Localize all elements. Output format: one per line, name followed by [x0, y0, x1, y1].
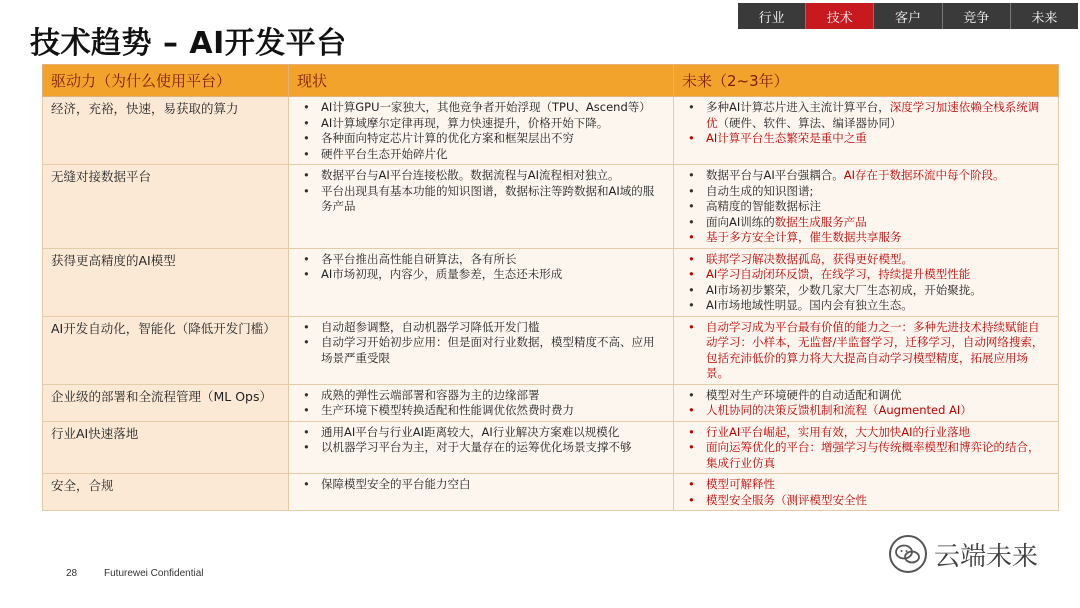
list-item: • AI计算域摩尔定律再现，算力快速提升，价格开始下降。 [297, 116, 665, 132]
highlight-text: AI学习自动闭环反馈，在线学习， [706, 267, 879, 281]
current-cell [289, 248, 674, 316]
highlight-text: 面向运筹优化的平台 [706, 440, 810, 454]
tab-competition[interactable]: 竞争 [942, 3, 1010, 29]
wechat-icon [888, 534, 928, 574]
future-list [682, 425, 1050, 472]
body-text: ：增强学习与传统概率模型和博弈论的结合，集成行业仿真 [706, 440, 1040, 470]
list-item: • 保障模型安全的平台能力空白 [297, 477, 665, 493]
highlight-text: 深度学习加速依赖全栈系统调优 [706, 100, 1040, 130]
tab-industry[interactable]: 行业 [738, 3, 805, 29]
list-item: • AI计算GPU一家独大，其他竞争者开始浮现（TPU、Ascend等） [297, 100, 665, 116]
future-list [682, 320, 1050, 382]
body-text: AI市场地域性明显。国内会有独立生态。 [706, 298, 913, 312]
table-row [43, 248, 1059, 316]
driver-cell: 企业级的部署和全流程管理（ML Ops） [43, 384, 289, 421]
list-item [682, 184, 1050, 200]
body-text: 数据平台与AI平台强耦合。 [706, 168, 844, 182]
current-list [297, 477, 665, 493]
header-current: 现状 [289, 65, 674, 97]
current-list [297, 168, 665, 215]
table-row [43, 421, 1059, 474]
future-cell [674, 165, 1059, 249]
confidential-label: Futurewei Confidential [104, 568, 204, 579]
future-cell [674, 316, 1059, 384]
current-list [297, 100, 665, 162]
driver-cell: 行业AI快速落地 [43, 421, 289, 474]
driver-cell: 无缝对接数据平台 [43, 165, 289, 249]
table-row [43, 384, 1059, 421]
list-item: • 生产环境下模型转换适配和性能调优依然费时费力 [297, 403, 665, 419]
list-item [682, 131, 1050, 147]
current-cell [289, 97, 674, 165]
list-item [682, 168, 1050, 184]
driver-cell: 经济，充裕，快速，易获取的算力 [43, 97, 289, 165]
current-cell [289, 384, 674, 421]
list-item: • AI市场初现，内容少，质量参差，生态还未形成 [297, 267, 665, 283]
body-text: 持续提升模型性能 [878, 267, 971, 281]
body-text: 模型对生产环境硬件的自动适配和调优 [706, 387, 902, 402]
list-item: • 数据平台与AI平台连接松散。数据流程与AI流程相对独立。 [297, 168, 665, 184]
current-cell [289, 316, 674, 384]
list-item [682, 267, 1050, 283]
table-row [43, 97, 1059, 165]
highlight-text: 数据生成服务产品 [774, 214, 867, 229]
list-item: • 各平台推出高性能自研算法，各有所长 [297, 252, 665, 268]
list-item [682, 199, 1050, 215]
driver-cell: 获得更高精度的AI模型 [43, 248, 289, 316]
table-row [43, 474, 1059, 511]
future-list [682, 252, 1050, 314]
list-item [682, 440, 1050, 471]
future-cell [674, 248, 1059, 316]
list-item: • 通用AI平台与行业AI距离较大，AI行业解决方案难以规模化 [297, 425, 665, 441]
body-text: 自动生成的知识图谱; [706, 183, 814, 198]
section-tabs [738, 3, 1078, 29]
future-list [682, 100, 1050, 147]
future-list [682, 168, 1050, 246]
list-item: • 自动超参调整，自动机器学习降低开发门槛 [297, 320, 665, 336]
list-item: • 自动学习开始初步应用：但是面对行业数据，模型精度不高、应用场景严重受限 [297, 335, 665, 366]
highlight-text: 行业AI平台崛起 [706, 424, 787, 439]
current-list [297, 252, 665, 283]
list-item [682, 493, 1050, 509]
future-cell [674, 384, 1059, 421]
body-text: ：多种先进技术持续赋能自动学习：小样本，无监督/半监督学习，迁移学习，自动网络搜索，包括充沛低价的算力将大大提高自动学习模型精度，拓展应用场景。 [706, 319, 1044, 380]
list-item [682, 388, 1050, 404]
list-item: • 平台出现具有基本功能的知识图谱，数据标注等跨数据和AI域的服务产品 [297, 184, 665, 215]
future-cell [674, 474, 1059, 511]
body-text: 高精度的智能数据标注 [706, 199, 821, 213]
table-header-row [43, 65, 1059, 97]
highlight-text: 模型安全服务 [706, 492, 775, 507]
highlight-text: 人机协同的决策反馈机制和流程（Augmented AI） [706, 403, 972, 417]
list-item [682, 283, 1050, 299]
highlight-text: AI存在于数据环流中每个阶段。 [843, 168, 1005, 182]
highlight-text: AI计算平台生态 [706, 131, 787, 145]
trend-table [42, 64, 1059, 511]
body-text: （测评模型安全性 [775, 492, 867, 507]
future-list [682, 388, 1050, 419]
list-item [682, 298, 1050, 314]
list-item [682, 477, 1050, 493]
list-item: • 成熟的弹性云端部署和容器为主的边缘部署 [297, 388, 665, 404]
list-item: • 各种面向特定芯片计算的优化方案和框架层出不穷 [297, 131, 665, 147]
current-list [297, 425, 665, 456]
tab-customer[interactable]: 客户 [873, 3, 941, 29]
body-text: 多种AI计算芯片进入主流计算平台， [706, 100, 890, 114]
body-text: AI市场初步繁荣，少数几家大厂生态初成，开始聚拢。 [706, 282, 982, 297]
future-cell [674, 421, 1059, 474]
page-title: 技术趋势 – AI开发平台 [30, 26, 347, 61]
body-text: 解决数据孤岛，获得更好模型。 [752, 251, 913, 266]
body-text: 面向AI训练的 [706, 214, 775, 229]
body-text: ，催生数据共享服务 [798, 230, 902, 244]
highlight-text: 模型可解释性 [706, 477, 775, 491]
list-item: • 硬件平台生态开始碎片化 [297, 147, 665, 163]
watermark-text: 云端未来 [934, 541, 1039, 572]
highlight-text: 自动学习成为平台最有价值的能力之一 [706, 319, 902, 334]
body-text: 繁荣是重中之重 [786, 131, 867, 145]
table-body [43, 97, 1059, 511]
body-text: ，实用有效，大大加快AI的行业落地 [786, 424, 971, 439]
table-row [43, 165, 1059, 249]
list-item [682, 425, 1050, 441]
list-item [682, 100, 1050, 131]
highlight-text: 联邦学习 [706, 251, 752, 266]
current-cell [289, 165, 674, 249]
list-item [682, 230, 1050, 246]
current-list [297, 320, 665, 367]
driver-cell: 安全，合规 [43, 474, 289, 511]
header-driver: 驱动力（为什么使用平台） [43, 65, 289, 97]
current-list [297, 388, 665, 419]
list-item [682, 320, 1050, 382]
table-row [43, 316, 1059, 384]
driver-cell: AI开发自动化，智能化（降低开发门槛） [43, 316, 289, 384]
list-item [682, 252, 1050, 268]
future-cell [674, 97, 1059, 165]
tab-future[interactable]: 未来 [1010, 3, 1078, 29]
list-item: • 以机器学习平台为主，对于大量存在的运筹优化场景支撑不够 [297, 440, 665, 456]
list-item [682, 403, 1050, 419]
current-cell [289, 474, 674, 511]
page-number: 28 [66, 568, 78, 579]
body-text: （硬件、软件、算法、编译器协同） [717, 115, 902, 130]
highlight-text: 基于多方安全计算 [706, 230, 798, 244]
watermark [888, 534, 1038, 574]
header-future: 未来（2~3年） [674, 65, 1059, 97]
list-item [682, 215, 1050, 231]
current-cell [289, 421, 674, 474]
tab-technology[interactable]: 技术 [805, 3, 873, 29]
future-list [682, 477, 1050, 508]
